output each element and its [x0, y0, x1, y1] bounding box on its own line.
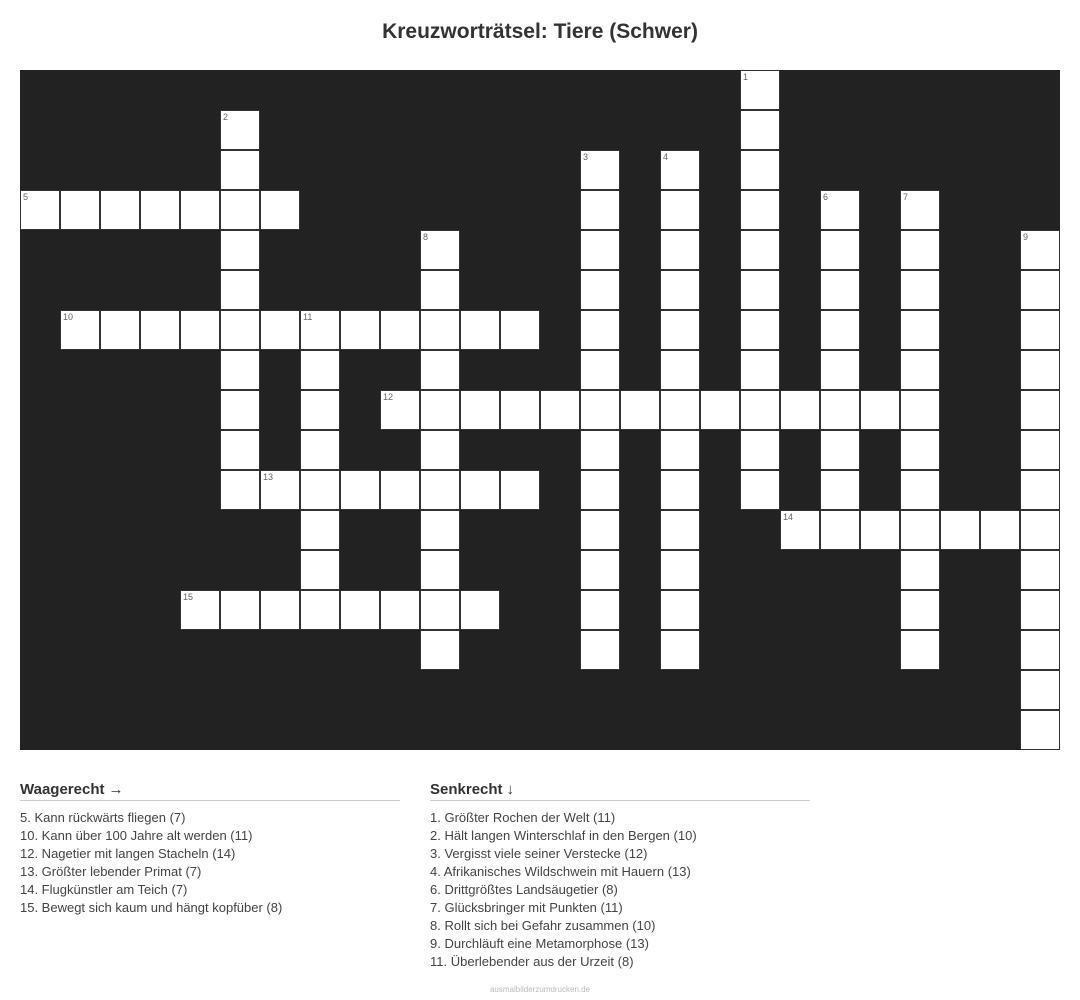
down-heading	[430, 780, 810, 801]
crossword-cell[interactable]	[300, 510, 340, 550]
crossword-cell[interactable]	[420, 430, 460, 470]
across-clue: 15. Bewegt sich kaum und hängt kopfüber (8)	[20, 900, 283, 915]
crossword-cell[interactable]	[820, 470, 860, 510]
crossword-cell[interactable]	[740, 270, 780, 310]
crossword-cell[interactable]	[860, 510, 900, 550]
crossword-cell[interactable]	[420, 390, 460, 430]
crossword-cell[interactable]	[300, 590, 340, 630]
crossword-cell[interactable]	[1020, 590, 1060, 630]
across-clue: 14. Flugkünstler am Teich (7)	[20, 882, 188, 897]
across-clues	[20, 780, 400, 917]
across-heading-label: Waagerecht	[20, 781, 105, 798]
crossword-cell[interactable]	[100, 190, 140, 230]
down-clue: 1. Größter Rochen der Welt (11)	[430, 810, 616, 825]
crossword-cell[interactable]	[580, 350, 620, 390]
crossword-cell[interactable]	[220, 590, 260, 630]
crossword-cell[interactable]	[580, 510, 620, 550]
across-heading	[20, 780, 400, 801]
crossword-cell[interactable]	[420, 350, 460, 390]
crossword-cell[interactable]	[780, 510, 820, 550]
crossword-cell[interactable]	[740, 310, 780, 350]
crossword-cell[interactable]	[260, 590, 300, 630]
crossword-cell[interactable]	[60, 190, 100, 230]
crossword-cell[interactable]	[1020, 270, 1060, 310]
crossword-grid	[20, 70, 1060, 750]
crossword-cell[interactable]	[740, 70, 780, 110]
crossword-cell[interactable]	[700, 390, 740, 430]
clue-number: 9	[1023, 232, 1029, 242]
crossword-cell[interactable]	[820, 310, 860, 350]
crossword-cell[interactable]	[1020, 630, 1060, 670]
crossword-cell[interactable]	[60, 310, 100, 350]
crossword-cell[interactable]	[220, 230, 260, 270]
crossword-cell[interactable]	[340, 310, 380, 350]
crossword-cell[interactable]	[220, 470, 260, 510]
crossword-cell[interactable]	[460, 470, 500, 510]
crossword-cell[interactable]	[660, 470, 700, 510]
crossword-cell[interactable]	[740, 230, 780, 270]
clue-number: 5	[23, 192, 29, 202]
crossword-cell[interactable]	[1020, 510, 1060, 550]
crossword-cell[interactable]	[900, 310, 940, 350]
crossword-cell[interactable]	[220, 390, 260, 430]
crossword-cell[interactable]	[900, 190, 940, 230]
crossword-cell[interactable]	[300, 430, 340, 470]
crossword-cell[interactable]	[420, 310, 460, 350]
crossword-cell[interactable]	[1020, 550, 1060, 590]
crossword-cell[interactable]	[220, 310, 260, 350]
crossword-cell[interactable]	[260, 190, 300, 230]
crossword-cell[interactable]	[220, 110, 260, 150]
footer-credit: ausmalbilderzumdrucken.de	[489, 985, 591, 994]
crossword-cell[interactable]	[660, 590, 700, 630]
crossword-cell[interactable]	[740, 190, 780, 230]
crossword-cell[interactable]	[980, 510, 1020, 550]
crossword-cell[interactable]	[660, 350, 700, 390]
crossword-cell[interactable]	[820, 430, 860, 470]
crossword-cell[interactable]	[220, 190, 260, 230]
across-clue: 12. Nagetier mit langen Stacheln (14)	[20, 846, 236, 861]
down-clue: 9. Durchläuft eine Metamorphose (13)	[430, 936, 649, 951]
crossword-cell[interactable]	[300, 310, 340, 350]
clue-number: 8	[423, 232, 429, 242]
crossword-cell[interactable]	[580, 590, 620, 630]
crossword-cell[interactable]	[540, 390, 580, 430]
crossword-cell[interactable]	[460, 390, 500, 430]
across-clue: 13. Größter lebender Primat (7)	[20, 864, 202, 879]
down-clue: 6. Drittgrößtes Landsäugetier (8)	[430, 882, 618, 897]
crossword-cell[interactable]	[580, 630, 620, 670]
down-clue: 8. Rollt sich bei Gefahr zusammen (10)	[430, 918, 656, 933]
clue-number: 10	[63, 312, 74, 322]
crossword-cell[interactable]	[380, 390, 420, 430]
crossword-cell[interactable]	[820, 270, 860, 310]
crossword-cell[interactable]	[620, 390, 660, 430]
clue-number: 12	[383, 392, 394, 402]
crossword-cell[interactable]	[380, 310, 420, 350]
page-title: Kreuzworträtsel: Tiere (Schwer)	[382, 20, 698, 43]
crossword-cell[interactable]	[820, 510, 860, 550]
crossword-cell[interactable]	[860, 390, 900, 430]
crossword-cell[interactable]	[300, 350, 340, 390]
clue-number: 15	[183, 592, 194, 602]
crossword-cell[interactable]	[1020, 670, 1060, 710]
crossword-cell[interactable]	[20, 190, 60, 230]
clue-number: 11	[303, 312, 313, 322]
clue-number: 3	[583, 152, 589, 162]
crossword-cell[interactable]	[940, 510, 980, 550]
crossword-cell[interactable]	[460, 590, 500, 630]
crossword-cell[interactable]	[900, 470, 940, 510]
crossword-cell[interactable]	[900, 230, 940, 270]
crossword-cell[interactable]	[580, 550, 620, 590]
crossword-cell[interactable]	[420, 550, 460, 590]
crossword-cell[interactable]	[420, 510, 460, 550]
across-clue: 5. Kann rückwärts fliegen (7)	[20, 810, 186, 825]
clue-number: 4	[663, 152, 669, 162]
crossword-cell[interactable]	[580, 470, 620, 510]
crossword-cell[interactable]	[300, 470, 340, 510]
down-heading-label: Senkrecht	[430, 781, 503, 798]
crossword-cell[interactable]	[300, 390, 340, 430]
crossword-cell[interactable]	[180, 310, 220, 350]
crossword-cell[interactable]	[780, 390, 820, 430]
crossword-cell[interactable]	[580, 150, 620, 190]
crossword-cell[interactable]	[140, 190, 180, 230]
crossword-cell[interactable]	[220, 430, 260, 470]
crossword-cell[interactable]	[1020, 470, 1060, 510]
down-clue: 11. Überlebender aus der Urzeit (8)	[430, 954, 634, 969]
crossword-cell[interactable]	[100, 310, 140, 350]
crossword-cell[interactable]	[660, 390, 700, 430]
crossword-cell[interactable]	[900, 590, 940, 630]
crossword-cell[interactable]	[500, 390, 540, 430]
crossword-cell[interactable]	[580, 270, 620, 310]
down-clue-list	[430, 809, 810, 971]
crossword-cell[interactable]	[660, 310, 700, 350]
crossword-cell[interactable]	[420, 630, 460, 670]
crossword-cell[interactable]	[420, 470, 460, 510]
crossword-cell[interactable]	[260, 310, 300, 350]
down-clue: 3. Vergisst viele seiner Verstecke (12)	[430, 846, 648, 861]
crossword-cell[interactable]	[220, 350, 260, 390]
crossword-cell[interactable]	[300, 550, 340, 590]
crossword-cell[interactable]	[420, 230, 460, 270]
crossword-cell[interactable]	[1020, 310, 1060, 350]
crossword-cell[interactable]	[660, 150, 700, 190]
across-clue-list	[20, 809, 400, 917]
crossword-cell[interactable]	[740, 150, 780, 190]
crossword-cell[interactable]	[900, 550, 940, 590]
crossword-cell[interactable]	[460, 310, 500, 350]
crossword-cell[interactable]	[660, 270, 700, 310]
crossword-cell[interactable]	[1020, 350, 1060, 390]
down-clues	[430, 780, 810, 971]
crossword-cell[interactable]	[380, 470, 420, 510]
crossword-cell[interactable]	[660, 510, 700, 550]
arrow-down-icon: ↓	[506, 781, 515, 798]
down-clue: 7. Glücksbringer mit Punkten (11)	[430, 900, 623, 915]
crossword-cell[interactable]	[220, 150, 260, 190]
crossword-cell[interactable]	[900, 430, 940, 470]
crossword-cell[interactable]	[660, 630, 700, 670]
crossword-cell[interactable]	[660, 230, 700, 270]
crossword-cell[interactable]	[580, 190, 620, 230]
crossword-cell[interactable]	[900, 350, 940, 390]
crossword-cell[interactable]	[380, 590, 420, 630]
crossword-cell[interactable]	[660, 190, 700, 230]
crossword-cell[interactable]	[140, 310, 180, 350]
crossword-cell[interactable]	[900, 270, 940, 310]
crossword-cell[interactable]	[740, 350, 780, 390]
crossword-cell[interactable]	[1020, 430, 1060, 470]
crossword-cell[interactable]	[180, 190, 220, 230]
crossword-cell[interactable]	[500, 470, 540, 510]
crossword-cell[interactable]	[180, 590, 220, 630]
crossword-cell[interactable]	[580, 230, 620, 270]
clue-number: 2	[223, 112, 229, 122]
crossword-cell[interactable]	[900, 390, 940, 430]
crossword-cell[interactable]	[740, 110, 780, 150]
down-clue: 4. Afrikanisches Wildschwein mit Hauern (13)	[430, 864, 691, 879]
crossword-cell[interactable]	[580, 430, 620, 470]
crossword-cell[interactable]	[420, 590, 460, 630]
crossword-cell[interactable]	[580, 390, 620, 430]
crossword-cell[interactable]	[740, 470, 780, 510]
clue-number: 13	[263, 472, 274, 482]
clue-number: 14	[783, 512, 794, 522]
crossword-cell[interactable]	[580, 310, 620, 350]
crossword-cell[interactable]	[820, 350, 860, 390]
across-clue: 10. Kann über 100 Jahre alt werden (11)	[20, 828, 253, 843]
crossword-cell[interactable]	[1020, 390, 1060, 430]
crossword-cell[interactable]	[420, 270, 460, 310]
crossword-cell[interactable]	[340, 470, 380, 510]
crossword-cell[interactable]	[820, 390, 860, 430]
clue-number: 1	[743, 72, 749, 82]
clue-number: 7	[903, 192, 909, 202]
crossword-cell[interactable]	[900, 510, 940, 550]
crossword-cell[interactable]	[220, 270, 260, 310]
crossword-cell[interactable]	[740, 430, 780, 470]
crossword-cell[interactable]	[1020, 230, 1060, 270]
crossword-cell[interactable]	[660, 430, 700, 470]
down-clue: 2. Hält langen Winterschlaf in den Bergen (10)	[430, 828, 697, 843]
crossword-cell[interactable]	[660, 550, 700, 590]
crossword-cell[interactable]	[1020, 710, 1060, 750]
crossword-cell[interactable]	[340, 590, 380, 630]
crossword-cell[interactable]	[900, 630, 940, 670]
crossword-cell[interactable]	[820, 230, 860, 270]
crossword-cell[interactable]	[500, 310, 540, 350]
clue-number: 6	[823, 192, 829, 202]
crossword-cell[interactable]	[820, 190, 860, 230]
arrow-right-icon: →	[108, 781, 124, 798]
crossword-cell[interactable]	[260, 470, 300, 510]
crossword-cell[interactable]	[740, 390, 780, 430]
